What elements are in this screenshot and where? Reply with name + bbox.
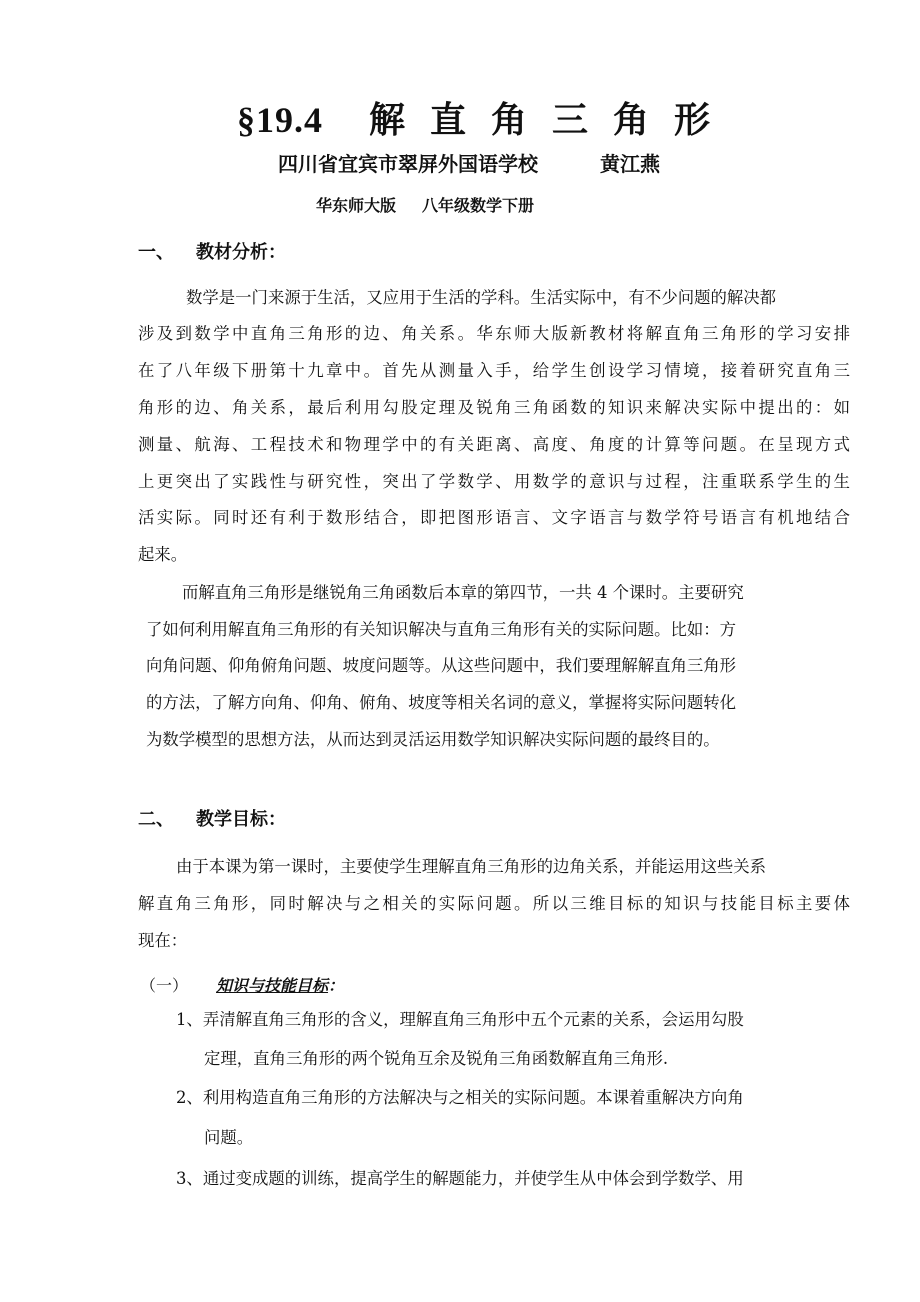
grade-book: 八年级数学下册 [422, 196, 535, 215]
list-item-line: 3、通过变成题的训练，提高学生的解题能力，并使学生从中体会到学数学、用 [176, 1169, 744, 1188]
text-line: 数学是一门来源于生活，又应用于生活的学科。生活实际中，有不少问题的解决都 [186, 288, 777, 307]
title-char: 直 [429, 99, 467, 141]
text-line: 活实际。同时还有利于数形结合，即把图形语言、文字语言与数学符号语言有机地结合 [138, 508, 850, 527]
subsection-number: （一） [140, 976, 189, 995]
text-line: 为数学模型的思想方法，从而达到灵活运用数学知识解决实际问题的最终目的。 [146, 730, 720, 749]
section-number: 二、 [138, 809, 174, 830]
section-title: 教学目标： [196, 809, 286, 830]
text-line: 角形的边、角关系，最后利用勾股定理及锐角三角函数的知识来解决实际中提出的：如 [138, 398, 850, 417]
text-line: 由于本课为第一课时，主要使学生理解直角三角形的边角关系，并能运用这些关系 [176, 857, 767, 876]
text-line: 测量、航海、工程技术和物理学中的有关距离、高度、角度的计算等问题。在呈现方式 [138, 435, 850, 454]
publisher: 华东师大版 [316, 196, 397, 215]
text-line: 起来。 [138, 545, 188, 564]
title-section-number: §19.4 [236, 100, 323, 140]
section-heading-materials [138, 238, 286, 264]
section-number: 一、 [138, 242, 174, 263]
text-line: 的方法，了解方向角、仰角、俯角、坡度等相关名词的意义，掌握将实际问题转化 [146, 693, 737, 712]
document-title [0, 92, 920, 143]
text-line: 上更突出了实践性与研究性，突出了学数学、用数学的意识与过程，注重联系学生的生 [138, 472, 850, 491]
section-heading-objectives [138, 805, 286, 831]
author-name: 黄江燕 [600, 152, 660, 176]
school-name: 四川省宜宾市翠屏外国语学校 [278, 152, 538, 176]
title-char: 形 [674, 99, 712, 141]
subsection-knowledge-skills [140, 973, 344, 996]
text-line: 现在： [138, 931, 188, 950]
title-char: 角 [613, 99, 651, 141]
text-line: 向角问题、仰角俯角问题、坡度问题等。从这些问题中，我们要理解解直角三角形 [146, 656, 737, 675]
text-line: 解直角三角形，同时解决与之相关的实际问题。所以三维目标的知识与技能目标主要体 [138, 894, 850, 913]
title-char: 解 [368, 99, 406, 141]
text-line: 了如何利用解直角三角形的有关知识解决与直角三角形有关的实际问题。比如：方 [146, 620, 737, 639]
edition-line [316, 193, 534, 216]
text-line: 而解直角三角形是继锐角三角函数后本章的第四节，一共 4 个课时。主要研究 [182, 583, 744, 602]
text-line: 在了八年级下册第十九章中。首先从测量入手，给学生创设学习情境，接着研究直角三 [138, 361, 850, 380]
subsection-colon: ： [328, 976, 345, 995]
subsection-title: 知识与技能目标 [216, 976, 329, 995]
section-title: 教材分析： [196, 242, 286, 263]
title-char: 角 [490, 99, 528, 141]
list-item-line: 定理，直角三角形的两个锐角互余及锐角三角函数解直角三角形. [204, 1049, 669, 1068]
title-char: 三 [552, 99, 590, 141]
list-item-line: 1、弄清解直角三角形的含义，理解直角三角形中五个元素的关系，会运用勾股 [176, 1010, 744, 1029]
list-item-line: 2、利用构造直角三角形的方法解决与之相关的实际问题。本课着重解决方向角 [176, 1088, 744, 1107]
list-item-line: 问题。 [204, 1128, 254, 1147]
text-line: 涉及到数学中直角三角形的边、角关系。华东师大版新教材将解直角三角形的学习安排 [138, 324, 850, 343]
author-line [278, 148, 660, 177]
